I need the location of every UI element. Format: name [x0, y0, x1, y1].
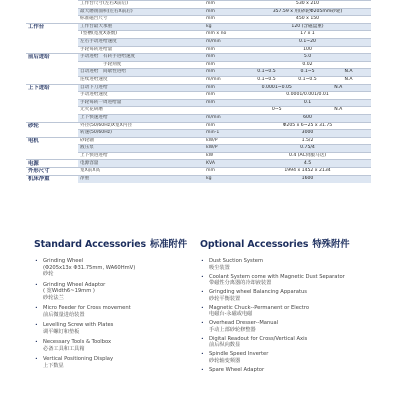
spec-subvalue: 0.1~0.5 [257, 69, 276, 75]
spec-subvalue: N.A [334, 84, 343, 90]
spec-value: 5.0 [244, 54, 371, 62]
spec-unit: mm [204, 92, 244, 100]
accessory-chinese-label: 必备工具和工具箱 [43, 345, 85, 352]
bullet-icon: • [35, 282, 38, 288]
spec-unit: mm [204, 168, 244, 176]
spec-unit: mm [204, 54, 244, 62]
accessory-english-label: Spindle Speed Inverter [209, 351, 269, 357]
spec-unit: kg [204, 23, 244, 31]
spec-item: 转速(50/60Hz) [78, 130, 204, 138]
spec-unit: mm [204, 69, 244, 77]
spec-value: 1994 x 1452 x 2134 [244, 168, 371, 176]
spec-item: T型槽(宽度X条数) [78, 31, 204, 39]
accessory-item [200, 274, 396, 287]
spec-value [244, 84, 371, 92]
optional-accessories-list [200, 258, 396, 373]
spec-unit: mm [204, 8, 244, 16]
spec-item: 工作台尺寸(左右X前后) [78, 1, 204, 9]
spec-subvalue: 0.0001~0.05 [261, 84, 292, 90]
accessory-item [34, 336, 204, 352]
accessory-item [200, 336, 396, 349]
bullet-icon: • [35, 357, 38, 362]
accessory-english-label: Grinding Wheel [43, 258, 84, 264]
accessory-chinese-label: 带磁性分离器的冷却液装置 [209, 280, 272, 286]
spec-value: 0.1~20 [244, 38, 371, 46]
spec-unit: mm [204, 1, 244, 9]
spec-item: 自动下刀进给 [78, 84, 204, 92]
spec-row [26, 46, 371, 54]
spec-value: 1600 [244, 175, 371, 183]
spec-unit: min-1 [204, 130, 244, 138]
standard-title-en: Standard Accessories [34, 239, 146, 250]
bullet-icon: • [201, 305, 204, 311]
spec-value: 120 (含磁盘重) [244, 23, 371, 31]
spec-value: 3000 [244, 130, 371, 138]
spec-item: 上下快进进给 [78, 152, 204, 160]
spec-row [26, 38, 371, 46]
spec-item: 最大磨削面积(左右X前后) [78, 8, 204, 16]
accessory-chinese-label: 前后微量进给装置 [43, 311, 85, 318]
spec-item: 左右手动进给速度 [78, 38, 204, 46]
spec-item: 净重 [78, 175, 204, 183]
spec-item: 手轮每转一周进给量 [78, 99, 204, 107]
spec-row [26, 61, 371, 69]
spec-value: 357.59 x 用(砂轮Φ205mm砂轮) [244, 8, 371, 16]
spec-item: 宽X前X高 [78, 168, 204, 176]
accessory-item [200, 258, 396, 271]
accessory-english-label: Necessary Tools & Toolbox [43, 339, 112, 345]
bullet-icon: • [201, 290, 204, 295]
accessory-chinese-label: 上下数显 [43, 362, 64, 369]
accessory-english-label: Spare Wheel Adaptor [209, 366, 265, 373]
spec-category [26, 130, 78, 138]
accessory-english-label: (Φ205x13x Φ31.75mm, WA60HmV) [43, 264, 136, 271]
spec-row [26, 168, 371, 176]
accessory-english-label: ( 宽Width6~19mm ) [43, 288, 95, 294]
spec-row [26, 99, 371, 107]
accessory-chinese-label: 砂轮法兰 [43, 294, 64, 301]
accessory-chinese-label: 吸尘装置 [209, 264, 230, 271]
spec-row [26, 122, 371, 130]
spec-subvalue: N.A [334, 107, 343, 113]
spec-category [26, 61, 78, 69]
optional-title-en: Optional Accessories [200, 239, 309, 250]
spec-row [26, 152, 371, 160]
spec-item: 工作台最大承重 [78, 23, 204, 31]
spec-row [26, 84, 371, 92]
accessory-chinese-label: 调平螺钉和垫板 [43, 328, 80, 335]
accessory-chinese-label: 砂轮 [43, 271, 54, 277]
spec-row [26, 16, 371, 24]
spec-subvalue: 0.1~0.5 [257, 76, 276, 82]
spec-row [26, 31, 371, 39]
bullet-icon: • [35, 340, 38, 345]
spec-value: 4.5 [244, 160, 371, 168]
bullet-icon: • [201, 321, 204, 326]
spec-value: 530 x 210 [244, 1, 371, 9]
spec-item: 手轮刻度 [78, 61, 204, 69]
spec-item: 无火花研磨 [78, 107, 204, 115]
spec-value: 0.75/4 [244, 145, 371, 153]
accessory-english-label: Coolant System come with Magnetic Dust Separator [209, 273, 345, 280]
spec-category: 外形尺寸 [26, 168, 78, 176]
spec-category: 工作台 [26, 23, 78, 31]
spec-category [26, 107, 78, 115]
spec-unit: mm [204, 122, 244, 130]
optional-accessories [200, 236, 396, 376]
spec-subvalue: 0.1~5 [300, 69, 315, 75]
spec-item: 外径(50/60Hz)X宽X内径 [78, 122, 204, 130]
spec-row [26, 130, 371, 138]
accessory-item [34, 282, 204, 302]
accessory-english-label: Levelling Screw with Plates [43, 322, 114, 328]
spec-category: 前后进给 [26, 54, 78, 62]
spec-row [26, 175, 371, 183]
spec-unit: mm [204, 16, 244, 24]
spec-value: 0.0001/0.001/0.01 [244, 92, 371, 100]
spec-category [26, 31, 78, 39]
accessory-item [200, 367, 396, 374]
spec-unit: kg [204, 175, 244, 183]
accessory-chinese-label: 砂轮轴变频器 [209, 357, 241, 364]
spec-category: 上下进给 [26, 84, 78, 92]
spec-category: 机床净重 [26, 175, 78, 183]
accessory-item [200, 351, 396, 364]
spec-row [26, 1, 371, 9]
spec-item: 液压泵 [78, 145, 204, 153]
spec-value: 0.4 (AC伺服马达) [244, 152, 371, 160]
spec-row [26, 145, 371, 153]
optional-title-cn: 特殊附件 [312, 239, 350, 250]
spec-subvalue: 0~5 [271, 107, 282, 113]
spec-category [26, 69, 78, 77]
spec-category [26, 145, 78, 153]
bullet-icon: • [201, 352, 204, 357]
spec-value: 600 [244, 114, 371, 122]
accessory-chinese-label: 前后纵向数显 [209, 342, 241, 348]
spec-subvalue: N.A [344, 69, 353, 75]
accessory-english-label: Gringding wheel Balancing Apparatus [209, 289, 307, 295]
bullet-icon: • [201, 336, 204, 342]
bullet-icon: • [201, 274, 204, 280]
accessory-item [34, 305, 204, 318]
spec-value: 0.1 [244, 99, 371, 107]
spec-unit: kW [204, 152, 244, 160]
accessory-english-label: Micro Feeder for Cross movement [43, 305, 131, 311]
accessory-item [200, 320, 396, 333]
spec-row [26, 160, 371, 168]
spec-row [26, 92, 371, 100]
spec-category [26, 1, 78, 9]
spec-category [26, 99, 78, 107]
accessory-english-label: Dust Suction System [209, 258, 264, 264]
spec-unit: kW/P [204, 145, 244, 153]
spec-category [26, 76, 78, 84]
spec-unit: m/min [204, 38, 244, 46]
accessory-chinese-label: 砂轮平衡装置 [209, 295, 241, 302]
spec-category [26, 152, 78, 160]
spec-value: 450 x 150 [244, 16, 371, 24]
accessory-item [200, 305, 396, 318]
spec-category [26, 92, 78, 100]
spec-unit: mm [204, 46, 244, 54]
spec-subvalue: N.A [344, 76, 353, 82]
spec-category: 砂轮 [26, 122, 78, 130]
spec-value: Φ205 x 6~25 x 31.75 [244, 122, 371, 130]
spec-row [26, 23, 371, 31]
spec-subvalue: 0.1~0.5 [298, 76, 317, 82]
spec-category: 电机 [26, 137, 78, 145]
spec-unit: mm [204, 61, 244, 69]
bullet-icon: • [35, 306, 38, 311]
spec-category [26, 38, 78, 46]
spec-item: 自动进给 间歇性进给 [78, 69, 204, 77]
spec-item: 手动进给速度 [78, 92, 204, 100]
accessory-item [34, 258, 204, 278]
spec-category [26, 16, 78, 24]
spec-row [26, 114, 371, 122]
spec-value [244, 76, 371, 84]
bullet-icon: • [35, 323, 38, 328]
spec-category [26, 8, 78, 16]
spec-row [26, 8, 371, 16]
spec-item: 手动进给 有转手进给速度 [78, 54, 204, 62]
spec-row [26, 137, 371, 145]
accessory-chinese-label: 电磁台-永磁或电磁 [209, 311, 253, 317]
optional-accessories-title [200, 236, 396, 250]
spec-row [26, 69, 371, 77]
spec-row [26, 54, 371, 62]
accessory-english-label: Vertical Positioning Display [43, 356, 114, 362]
spec-unit: mm [204, 99, 244, 107]
spec-unit: mm x no [204, 31, 244, 39]
accessory-english-label: Magnetic Chuck--Permanent or Electro [209, 304, 310, 311]
spec-row [26, 76, 371, 84]
spec-item: 上下快速进给 [78, 114, 204, 122]
spec-value: 17 x 1 [244, 31, 371, 39]
spec-unit: m/min [204, 114, 244, 122]
spec-category [26, 114, 78, 122]
bullet-icon: • [201, 259, 204, 264]
accessory-english-label: Digital Readout for Cross/Vertical Axis [209, 335, 308, 342]
accessory-item [34, 356, 204, 369]
spec-item: 电源容量 [78, 160, 204, 168]
standard-accessories-title [34, 236, 204, 250]
spec-value [244, 69, 371, 77]
spec-item: 标准磁台尺寸 [78, 16, 204, 24]
accessory-english-label: Overhead Dresser--Manual [209, 320, 279, 326]
spec-item: 手轮每转进给量 [78, 46, 204, 54]
specification-table [26, 0, 371, 183]
spec-value [244, 107, 371, 115]
accessory-english-label: Grinding Wheel Adaptor [43, 281, 106, 288]
spec-item: 连续进给速度 [78, 76, 204, 84]
spec-value: 1.5/2 [244, 137, 371, 145]
spec-item: 砂轮轴 [78, 137, 204, 145]
spec-category [26, 46, 78, 54]
spec-unit [204, 107, 244, 115]
spec-unit: KVA [204, 160, 244, 168]
spec-value: 100 [244, 46, 371, 54]
standard-accessories [34, 236, 204, 373]
bullet-icon: • [201, 367, 204, 373]
spec-row [26, 107, 371, 115]
spec-unit: mm [204, 84, 244, 92]
accessory-item [34, 322, 204, 335]
standard-title-cn: 标准附件 [149, 239, 188, 250]
spec-unit: kW/P [204, 137, 244, 145]
accessory-chinese-label: 手动上部砂轮修整器 [209, 326, 256, 333]
spec-unit: m/min [204, 76, 244, 84]
bullet-icon: • [35, 259, 38, 264]
spec-category: 电源 [26, 160, 78, 168]
accessory-item [200, 289, 396, 302]
standard-accessories-list [34, 258, 204, 369]
spec-value: 0.02 [244, 61, 371, 69]
